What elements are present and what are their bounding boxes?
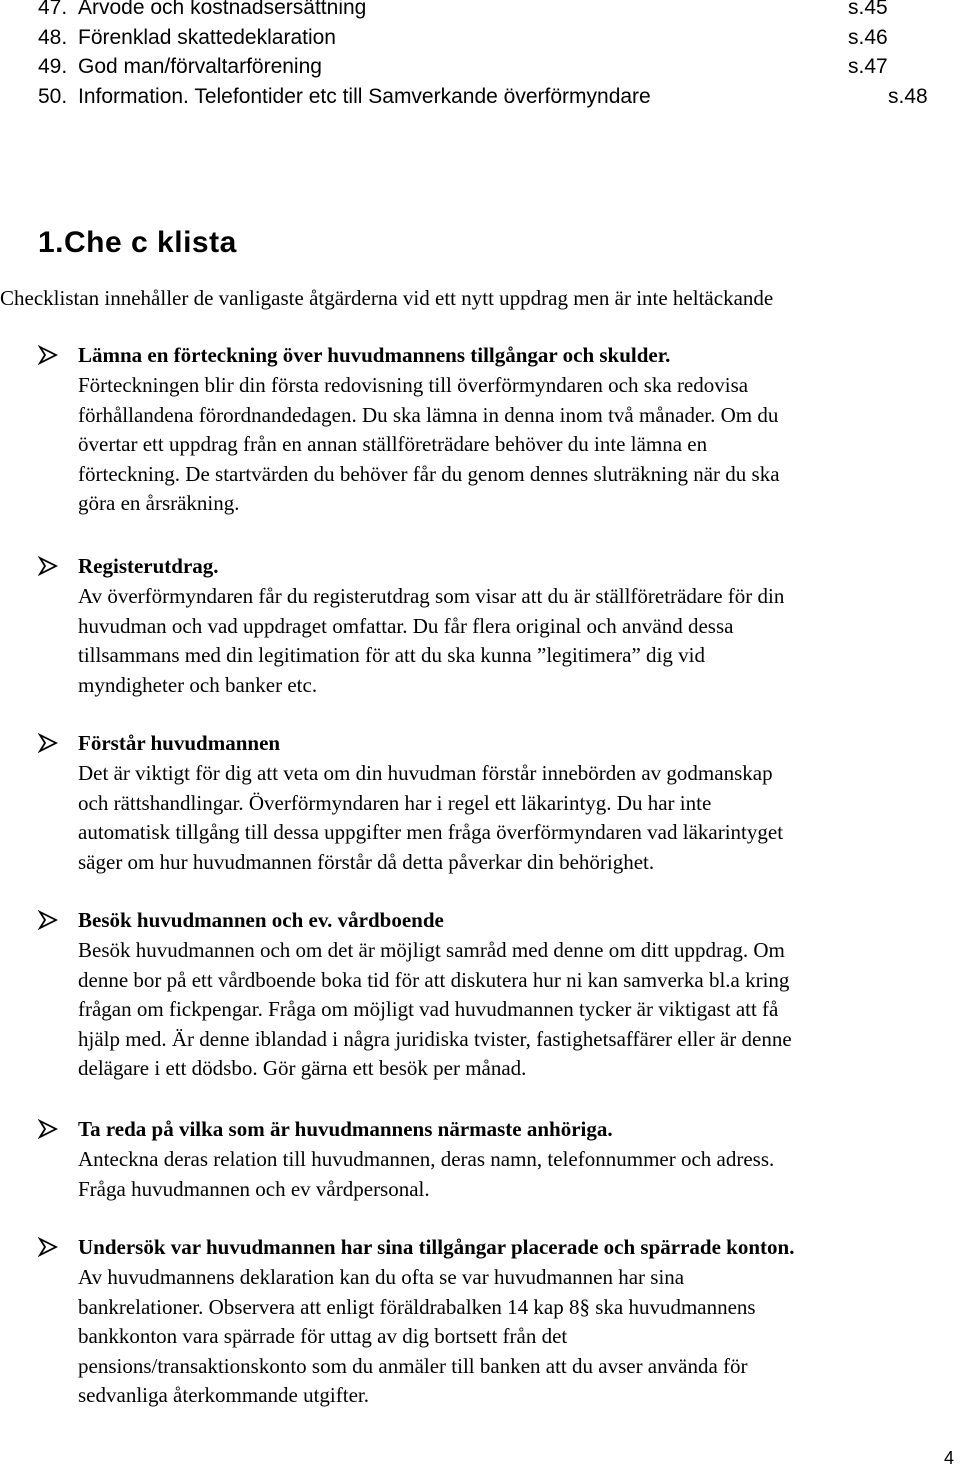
item-body xyxy=(78,1263,958,1411)
toc-number: 50. xyxy=(38,84,68,108)
body-line: delägare i ett dödsbo. Gör gärna ett besök per månad. xyxy=(78,1056,527,1080)
toc-title: Arvode och kostnadsersättning xyxy=(78,0,367,19)
body-line: Det är viktigt för dig att veta om din huvudman förstår innebörden av godmanskap xyxy=(78,761,773,785)
toc-number: 49. xyxy=(38,55,68,78)
body-line: göra en årsräkning. xyxy=(78,491,240,515)
body-line: frågan om fickpengar. Fråga om möjligt vad huvudmannen tycker är viktigast att få xyxy=(78,997,779,1021)
body-line: hjälp med. Är denne iblandad i några juridiska tvister, fastighetsaffärer eller är denne xyxy=(78,1026,792,1051)
toc-title: God man/förvaltarförening xyxy=(78,55,322,78)
arrow-bullet-icon xyxy=(38,556,58,576)
toc-page: s.47 xyxy=(848,55,888,78)
toc-row xyxy=(38,82,938,112)
toc-row xyxy=(38,23,938,53)
body-line: Förteckningen blir din första redovisning till överförmyndaren och ska redovisa xyxy=(78,373,749,397)
toc-row xyxy=(38,0,938,23)
body-line: myndigheter och banker etc. xyxy=(78,672,318,697)
arrow-bullet-icon xyxy=(38,910,58,930)
body-line: tillsammans med din legitimation för att du ska kunna ”legitimera” dig vid xyxy=(78,643,705,667)
item-body xyxy=(78,1145,958,1204)
body-line: pensions/transaktionskonto som du anmäler till banken att du avser använda för xyxy=(78,1353,748,1378)
body-line: sedvanliga återkommande utgifter. xyxy=(78,1383,369,1407)
body-line: förteckning. De startvärden du behöver får du genom dennes sluträkning när du ska xyxy=(78,461,780,486)
intro-paragraph: Checklistan innehåller de vanligaste åtgärderna vid ett nytt uppdrag men är inte heltäckande xyxy=(0,286,774,310)
toc-number: 48. xyxy=(38,25,68,49)
body-line: säger om hur huvudmannen förstår då detta påverkar din behörighet. xyxy=(78,849,655,874)
arrow-bullet-icon xyxy=(38,1237,58,1257)
item-body xyxy=(78,582,958,700)
body-line: Anteckna deras relation till huvudmannen, deras namn, telefonnummer och adress. xyxy=(78,1147,775,1171)
body-line: automatisk tillgång till dessa uppgifter men fråga överförmyndaren vad läkarintyget xyxy=(78,820,784,844)
page-number: 4 xyxy=(944,1448,955,1468)
item-body xyxy=(78,759,958,877)
body-line: denne bor på ett vårdboende boka tid för att diskutera hur ni kan samverka bl.a kring xyxy=(78,967,790,992)
toc-page: s.45 xyxy=(848,0,888,19)
body-line: förhållandena förordnandedagen. Du ska lämna in denna inom två månader. Om du xyxy=(78,402,779,427)
body-line: Av överförmyndaren får du registerutdrag som visar att du är ställföreträdare för din xyxy=(78,584,785,608)
item-title: Förstår huvudmannen xyxy=(78,731,281,755)
body-line: huvudman och vad uppdraget omfattar. Du får flera original och använd dessa xyxy=(78,613,734,638)
item-title: Registerutdrag. xyxy=(78,554,219,578)
toc-title: Information. Telefontider etc till Samverkande överförmyndare xyxy=(78,84,651,108)
toc-row xyxy=(38,52,938,82)
arrow-bullet-icon xyxy=(38,345,58,365)
arrow-bullet-icon xyxy=(38,733,58,753)
body-line: övertar ett uppdrag från en annan ställföreträdare behöver du inte lämna en xyxy=(78,432,708,456)
item-title: Lämna en förteckning över huvudmannens tillgångar och skulder. xyxy=(78,343,671,367)
body-line: Besök huvudmannen och om det är möjligt samråd med denne om ditt uppdrag. Om xyxy=(78,938,785,962)
body-line: bankrelationer. Observera att enligt föräldrabalken 14 kap 8§ ska huvudmannens xyxy=(78,1294,756,1319)
item-body xyxy=(78,936,958,1084)
item-body xyxy=(78,371,958,519)
arrow-bullet-icon xyxy=(38,1119,58,1139)
toc-number: 47. xyxy=(38,0,68,19)
toc-title: Förenklad skattedeklaration xyxy=(78,25,336,49)
item-title: Undersök var huvudmannen har sina tillgångar placerade och spärrade konton. xyxy=(78,1235,795,1259)
body-line: bankkonton vara spärrade för uttag av dig bortsett från det xyxy=(78,1324,568,1348)
item-title: Besök huvudmannen och ev. vårdboende xyxy=(78,908,444,932)
body-line: och rättshandlingar. Överförmyndaren har i regel ett läkarintyg. Du har inte xyxy=(78,790,712,815)
item-title: Ta reda på vilka som är huvudmannens närmaste anhöriga. xyxy=(78,1117,613,1141)
toc-page: s.48 xyxy=(888,84,928,108)
body-line: Av huvudmannens deklaration kan du ofta se var huvudmannen har sina xyxy=(78,1265,685,1289)
toc-page: s.46 xyxy=(848,25,888,49)
body-line: Fråga huvudmannen och ev vårdpersonal. xyxy=(78,1176,430,1201)
section-heading: 1.Che c klista xyxy=(38,226,237,259)
table-of-contents xyxy=(38,0,938,111)
